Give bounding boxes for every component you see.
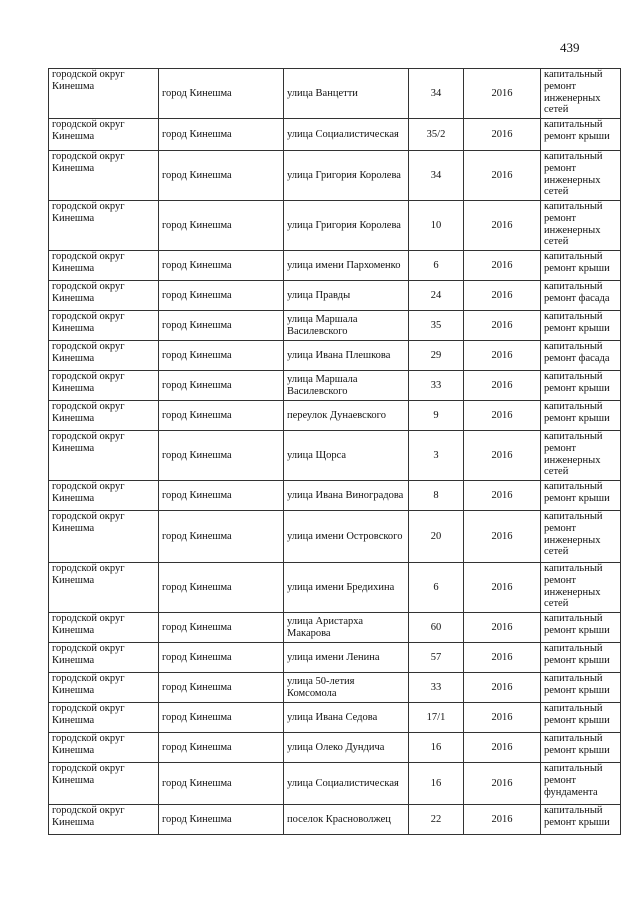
year-cell: 2016 — [464, 763, 541, 805]
work-type-cell: капитальный ремонт крыши — [541, 733, 621, 763]
city-cell: город Кинешма — [159, 805, 284, 835]
work-type-cell: капитальный ремонт инженерных сетей — [541, 511, 621, 563]
city-cell: город Кинешма — [159, 281, 284, 311]
city-cell: город Кинешма — [159, 643, 284, 673]
table-row — [49, 69, 621, 119]
page-number: 439 — [560, 40, 580, 55]
street-cell: улица Маршала Василевского — [284, 371, 409, 401]
work-type-cell: капитальный ремонт крыши — [541, 481, 621, 511]
municipality-cell: городской округ Кинешма — [49, 805, 159, 835]
city-cell: город Кинешма — [159, 311, 284, 341]
year-cell: 2016 — [464, 371, 541, 401]
work-type-cell: капитальный ремонт инженерных сетей — [541, 151, 621, 201]
city-cell: город Кинешма — [159, 763, 284, 805]
house-number-cell: 57 — [409, 643, 464, 673]
table-body — [49, 69, 621, 835]
street-cell: переулок Дунаевского — [284, 401, 409, 431]
municipality-cell: городской округ Кинешма — [49, 341, 159, 371]
city-cell: город Кинешма — [159, 563, 284, 613]
work-type-cell: капитальный ремонт крыши — [541, 805, 621, 835]
city-cell: город Кинешма — [159, 481, 284, 511]
house-number-cell: 60 — [409, 613, 464, 643]
street-cell: улица Маршала Василевского — [284, 311, 409, 341]
table-row — [49, 481, 621, 511]
work-type-cell: капитальный ремонт крыши — [541, 311, 621, 341]
table-row — [49, 613, 621, 643]
city-cell: город Кинешма — [159, 673, 284, 703]
house-number-cell: 3 — [409, 431, 464, 481]
house-number-cell: 16 — [409, 733, 464, 763]
municipality-cell: городской округ Кинешма — [49, 119, 159, 151]
street-cell: улица Ванцетти — [284, 69, 409, 119]
municipality-cell: городской округ Кинешма — [49, 69, 159, 119]
table-row — [49, 201, 621, 251]
city-cell: город Кинешма — [159, 69, 284, 119]
house-number-cell: 29 — [409, 341, 464, 371]
street-cell: улица Ивана Плешкова — [284, 341, 409, 371]
municipality-cell: городской округ Кинешма — [49, 763, 159, 805]
work-type-cell: капитальный ремонт инженерных сетей — [541, 201, 621, 251]
city-cell: город Кинешма — [159, 341, 284, 371]
table-row — [49, 733, 621, 763]
municipality-cell: городской округ Кинешма — [49, 311, 159, 341]
street-cell: улица Правды — [284, 281, 409, 311]
year-cell: 2016 — [464, 151, 541, 201]
year-cell: 2016 — [464, 733, 541, 763]
street-cell: поселок Красноволжец — [284, 805, 409, 835]
street-cell: улица Григория Королева — [284, 151, 409, 201]
work-type-cell: капитальный ремонт крыши — [541, 613, 621, 643]
street-cell: улица Ивана Седова — [284, 703, 409, 733]
year-cell: 2016 — [464, 673, 541, 703]
house-number-cell: 6 — [409, 563, 464, 613]
year-cell: 2016 — [464, 613, 541, 643]
work-type-cell: капитальный ремонт крыши — [541, 119, 621, 151]
table-row — [49, 431, 621, 481]
street-cell: улица имени Островского — [284, 511, 409, 563]
city-cell: город Кинешма — [159, 251, 284, 281]
table-row — [49, 401, 621, 431]
year-cell: 2016 — [464, 201, 541, 251]
work-type-cell: капитальный ремонт фасада — [541, 281, 621, 311]
municipality-cell: городской округ Кинешма — [49, 673, 159, 703]
house-number-cell: 10 — [409, 201, 464, 251]
municipality-cell: городской округ Кинешма — [49, 703, 159, 733]
year-cell: 2016 — [464, 251, 541, 281]
house-number-cell: 20 — [409, 511, 464, 563]
year-cell: 2016 — [464, 119, 541, 151]
house-number-cell: 6 — [409, 251, 464, 281]
municipality-cell: городской округ Кинешма — [49, 733, 159, 763]
table-row — [49, 673, 621, 703]
house-number-cell: 16 — [409, 763, 464, 805]
table-row — [49, 643, 621, 673]
house-number-cell: 33 — [409, 371, 464, 401]
municipality-cell: городской округ Кинешма — [49, 401, 159, 431]
year-cell: 2016 — [464, 805, 541, 835]
municipality-cell: городской округ Кинешма — [49, 201, 159, 251]
year-cell: 2016 — [464, 281, 541, 311]
year-cell: 2016 — [464, 69, 541, 119]
house-number-cell: 8 — [409, 481, 464, 511]
city-cell: город Кинешма — [159, 151, 284, 201]
city-cell: город Кинешма — [159, 511, 284, 563]
house-number-cell: 22 — [409, 805, 464, 835]
municipality-cell: городской округ Кинешма — [49, 481, 159, 511]
house-number-cell: 17/1 — [409, 703, 464, 733]
municipality-cell: городской округ Кинешма — [49, 151, 159, 201]
work-type-cell: капитальный ремонт инженерных сетей — [541, 563, 621, 613]
street-cell: улица Олеко Дундича — [284, 733, 409, 763]
street-cell: улица 50-летия Комсомола — [284, 673, 409, 703]
table-row — [49, 281, 621, 311]
municipality-cell: городской округ Кинешма — [49, 511, 159, 563]
year-cell: 2016 — [464, 431, 541, 481]
work-type-cell: капитальный ремонт фасада — [541, 341, 621, 371]
city-cell: город Кинешма — [159, 119, 284, 151]
city-cell: город Кинешма — [159, 431, 284, 481]
table-row — [49, 311, 621, 341]
street-cell: улица Щорса — [284, 431, 409, 481]
street-cell: улица Социалистическая — [284, 119, 409, 151]
city-cell: город Кинешма — [159, 401, 284, 431]
repair-registry-table — [48, 68, 621, 835]
street-cell: улица Аристарха Макарова — [284, 613, 409, 643]
table-row — [49, 563, 621, 613]
work-type-cell: капитальный ремонт крыши — [541, 673, 621, 703]
work-type-cell: капитальный ремонт крыши — [541, 401, 621, 431]
city-cell: город Кинешма — [159, 371, 284, 401]
year-cell: 2016 — [464, 563, 541, 613]
house-number-cell: 34 — [409, 151, 464, 201]
street-cell: улица Григория Королева — [284, 201, 409, 251]
year-cell: 2016 — [464, 401, 541, 431]
work-type-cell: капитальный ремонт крыши — [541, 643, 621, 673]
house-number-cell: 35/2 — [409, 119, 464, 151]
city-cell: город Кинешма — [159, 613, 284, 643]
table-row — [49, 511, 621, 563]
municipality-cell: городской округ Кинешма — [49, 431, 159, 481]
municipality-cell: городской округ Кинешма — [49, 613, 159, 643]
year-cell: 2016 — [464, 481, 541, 511]
street-cell: улица имени Пархоменко — [284, 251, 409, 281]
work-type-cell: капитальный ремонт инженерных сетей — [541, 431, 621, 481]
table-row — [49, 703, 621, 733]
year-cell: 2016 — [464, 311, 541, 341]
street-cell: улица имени Ленина — [284, 643, 409, 673]
city-cell: город Кинешма — [159, 733, 284, 763]
street-cell: улица Ивана Виноградова — [284, 481, 409, 511]
table-row — [49, 341, 621, 371]
city-cell: город Кинешма — [159, 703, 284, 733]
city-cell: город Кинешма — [159, 201, 284, 251]
table-row — [49, 151, 621, 201]
municipality-cell: городской округ Кинешма — [49, 281, 159, 311]
house-number-cell: 35 — [409, 311, 464, 341]
house-number-cell: 34 — [409, 69, 464, 119]
table-row — [49, 763, 621, 805]
work-type-cell: капитальный ремонт крыши — [541, 251, 621, 281]
house-number-cell: 9 — [409, 401, 464, 431]
year-cell: 2016 — [464, 643, 541, 673]
house-number-cell: 33 — [409, 673, 464, 703]
municipality-cell: городской округ Кинешма — [49, 371, 159, 401]
municipality-cell: городской округ Кинешма — [49, 563, 159, 613]
street-cell: улица Социалистическая — [284, 763, 409, 805]
work-type-cell: капитальный ремонт инженерных сетей — [541, 69, 621, 119]
work-type-cell: капитальный ремонт крыши — [541, 371, 621, 401]
street-cell: улица имени Бредихина — [284, 563, 409, 613]
table-row — [49, 251, 621, 281]
municipality-cell: городской округ Кинешма — [49, 643, 159, 673]
house-number-cell: 24 — [409, 281, 464, 311]
year-cell: 2016 — [464, 511, 541, 563]
municipality-cell: городской округ Кинешма — [49, 251, 159, 281]
table-row — [49, 805, 621, 835]
table-row — [49, 371, 621, 401]
work-type-cell: капитальный ремонт фундамента — [541, 763, 621, 805]
work-type-cell: капитальный ремонт крыши — [541, 703, 621, 733]
year-cell: 2016 — [464, 703, 541, 733]
table-row — [49, 119, 621, 151]
year-cell: 2016 — [464, 341, 541, 371]
